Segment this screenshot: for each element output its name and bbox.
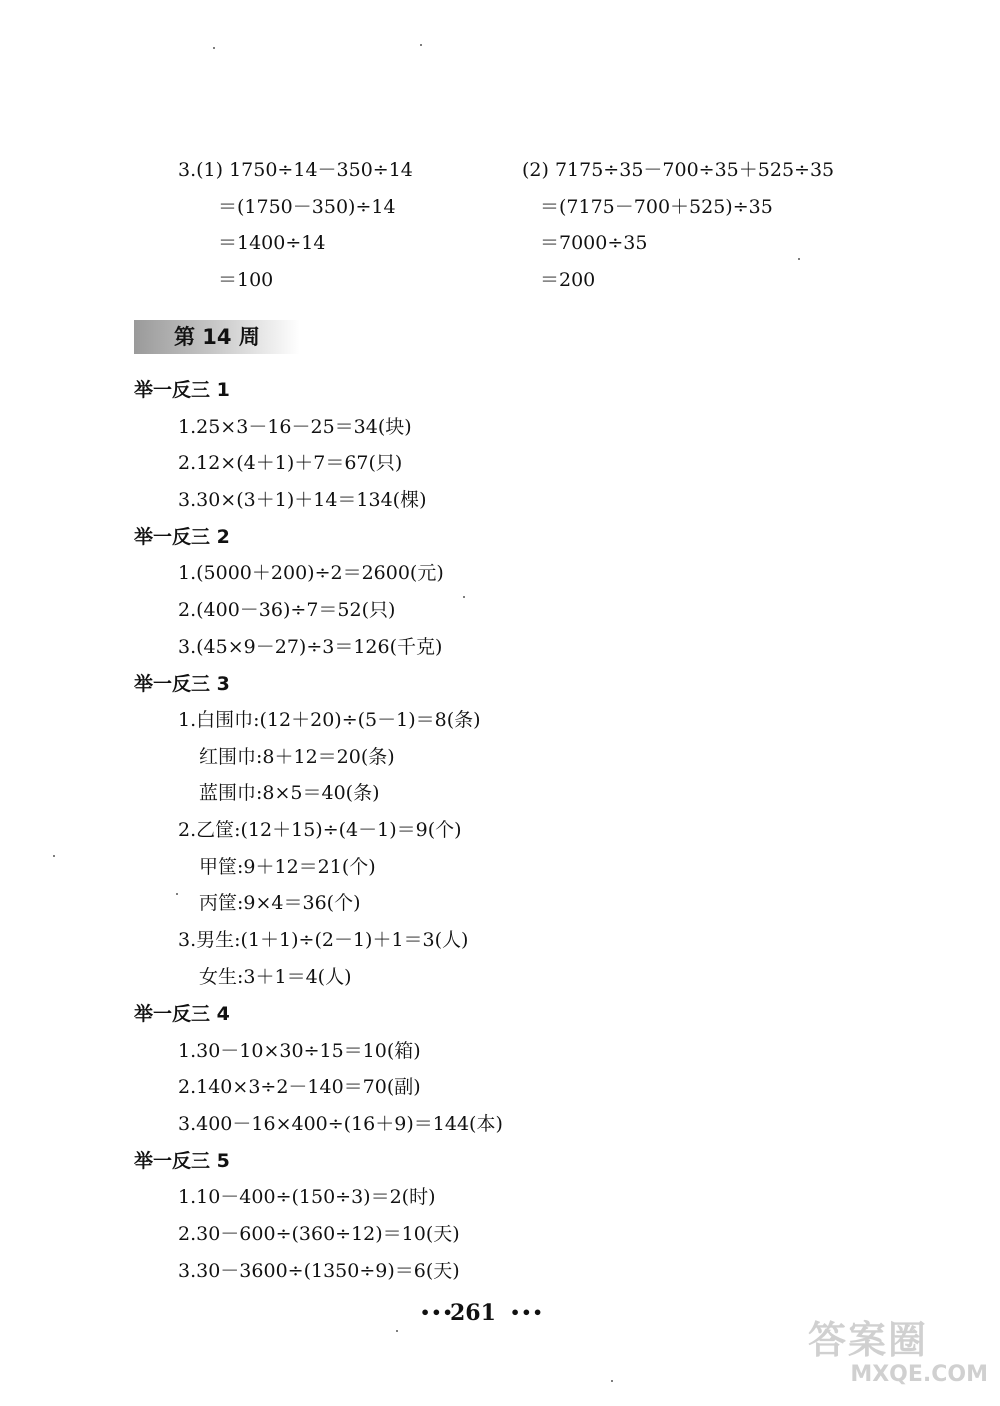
section-1-line-3: 3.30×(3＋1)＋14＝134(棵) <box>178 489 427 511</box>
section-4-line-1: 1.30－10×30÷15＝10(箱) <box>178 1040 421 1062</box>
section-3-line-1: 1.白围巾:(12＋20)÷(5－1)＝8(条) <box>178 709 481 731</box>
section-3-line-7: 3.男生:(1＋1)÷(2－1)＋1＝3(人) <box>178 929 469 951</box>
section-1-line-2: 2.12×(4＋1)＋7＝67(只) <box>178 452 403 474</box>
scan-speck <box>53 855 55 857</box>
top-left-line-3: ＝1400÷14 <box>218 232 326 254</box>
section-3-line-2: 红围巾:8＋12＝20(条) <box>199 746 395 768</box>
top-right-line-4: ＝200 <box>540 269 596 291</box>
section-3-line-8: 女生:3＋1＝4(人) <box>199 966 352 988</box>
section-2-line-2: 2.(400－36)÷7＝52(只) <box>178 599 396 621</box>
section-1-line-1: 1.25×3－16－25＝34(块) <box>178 416 412 438</box>
top-left-line-1: 3.(1) 1750÷14－350÷14 <box>178 159 413 181</box>
section-heading-1: 举一反三 1 <box>134 379 230 401</box>
page-dots-right: ••• <box>510 1303 544 1322</box>
section-4-line-2: 2.140×3÷2－140＝70(副) <box>178 1076 421 1098</box>
site-watermark <box>808 1318 988 1396</box>
section-3-line-3: 蓝围巾:8×5＝40(条) <box>199 782 380 804</box>
scan-speck <box>420 44 422 46</box>
section-3-line-4: 2.乙筐:(12＋15)÷(4－1)＝9(个) <box>178 819 462 841</box>
section-5-line-3: 3.30－3600÷(1350÷9)＝6(天) <box>178 1260 460 1282</box>
top-right-line-2: ＝(7175－700＋525)÷35 <box>540 196 773 218</box>
scan-speck <box>798 258 800 260</box>
section-heading-2: 举一反三 2 <box>134 526 230 548</box>
watermark-en: MXQE.COM <box>850 1362 988 1387</box>
section-2-line-3: 3.(45×9－27)÷3＝126(千克) <box>178 636 443 658</box>
page-number: 261 <box>450 1300 496 1326</box>
page-dots-left: ••• <box>420 1303 454 1322</box>
week-title: 第 14 周 <box>174 325 260 349</box>
section-2-line-1: 1.(5000＋200)÷2＝2600(元) <box>178 562 444 584</box>
top-right-line-1: (2) 7175÷35－700÷35＋525÷35 <box>522 159 835 181</box>
top-left-line-2: ＝(1750－350)÷14 <box>218 196 396 218</box>
scan-speck <box>396 1330 398 1332</box>
section-heading-4: 举一反三 4 <box>134 1003 230 1025</box>
section-4-line-3: 3.400－16×400÷(16＋9)＝144(本) <box>178 1113 503 1135</box>
scan-speck <box>463 596 465 598</box>
top-right-line-3: ＝7000÷35 <box>540 232 648 254</box>
section-5-line-2: 2.30－600÷(360÷12)＝10(天) <box>178 1223 460 1245</box>
top-left-line-4: ＝100 <box>218 269 274 291</box>
section-heading-3: 举一反三 3 <box>134 673 230 695</box>
scan-speck <box>611 1380 613 1382</box>
section-3-line-5: 甲筐:9＋12＝21(个) <box>199 856 376 878</box>
section-heading-5: 举一反三 5 <box>134 1150 230 1172</box>
section-3-line-6: 丙筐:9×4＝36(个) <box>199 892 361 914</box>
watermark-cn: 答案圈 <box>808 1318 929 1362</box>
scan-speck <box>176 893 178 895</box>
scan-speck <box>213 47 215 49</box>
section-5-line-1: 1.10－400÷(150÷3)＝2(时) <box>178 1186 436 1208</box>
